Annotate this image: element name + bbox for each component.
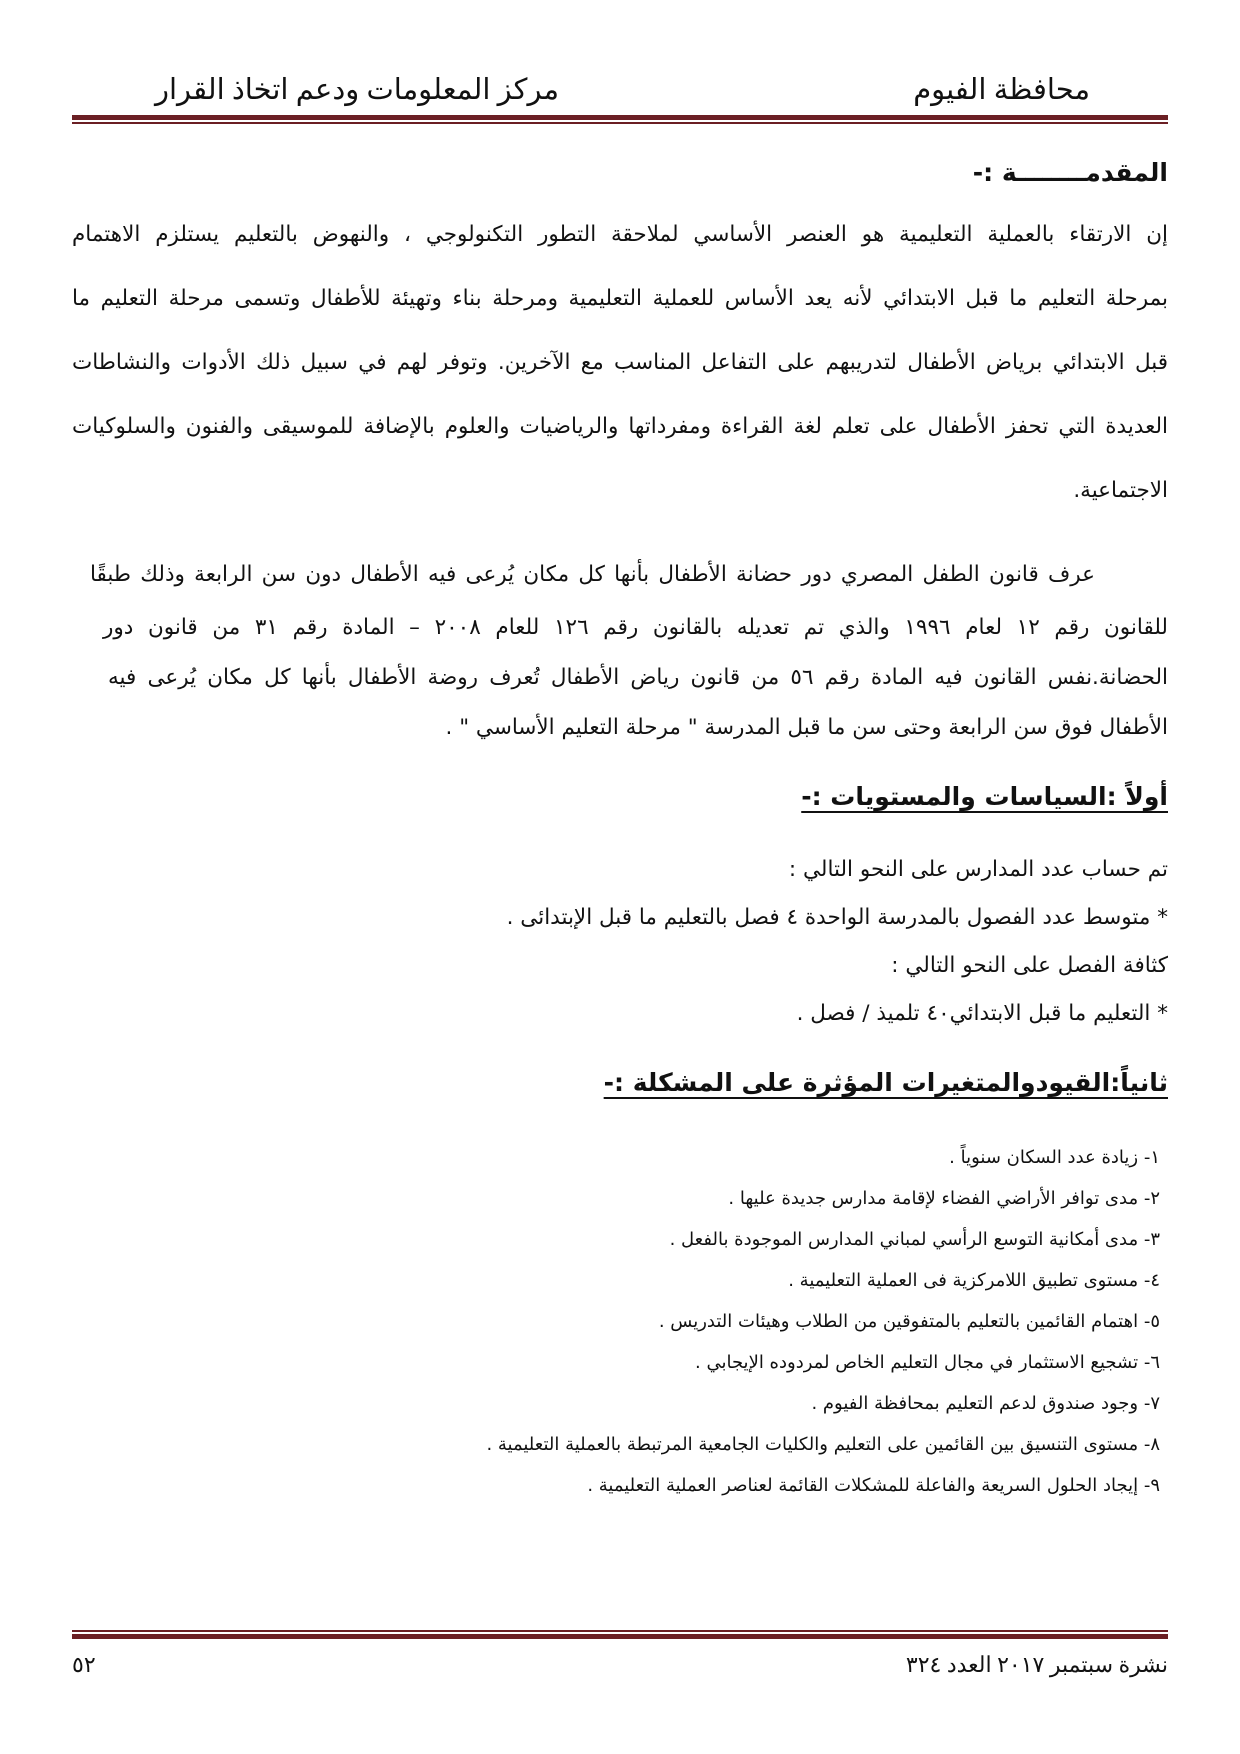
section1-title: أولاً :السياسات والمستويات :- [801, 782, 1168, 811]
section1-line: * التعليم ما قبل الابتدائي٤٠ تلميذ / فصل . [796, 1001, 1168, 1026]
intro-p2-line: للقانون رقم ١٢ لعام ١٩٩٦ والذي تم تعديله بالقانون رقم ١٢٦ للعام ٢٠٠٨ – المادة رقم ٣١ من قانون دور [103, 615, 1168, 640]
section1-line: * متوسط عدد الفصول بالمدرسة الواحدة ٤ فصل بالتعليم ما قبل الإبتدائى . [506, 905, 1168, 930]
constraint-item: ٦- تشجيع الاستثمار في مجال التعليم الخاص لمردوده الإيجابي . [695, 1352, 1160, 1373]
header-rule-thin [72, 122, 1168, 124]
intro-p2-line: الأطفال فوق سن الرابعة وحتى سن ما قبل المدرسة " مرحلة التعليم الأساسي " . [445, 715, 1168, 740]
section1-line: تم حساب عدد المدارس على النحو التالي : [788, 857, 1168, 882]
constraint-item: ٩- إيجاد الحلول السريعة والفاعلة للمشكلات القائمة لعناصر العملية التعليمية . [587, 1475, 1160, 1496]
constraint-item: ٥- اهتمام القائمين بالتعليم بالمتفوقين من الطلاب وهيئات التدريس . [658, 1311, 1160, 1332]
intro-p2-line: عرف قانون الطفل المصري دور حضانة الأطفال بأنها كل مكان يُرعى فيه الأطفال دون سن الرابعة وذلك طبقًا [90, 562, 1095, 587]
constraint-item: ١- زيادة عدد السكان سنوياً . [949, 1147, 1160, 1168]
section2-title: ثانياً:القيودوالمتغيرات المؤثرة على المشكلة :- [603, 1068, 1168, 1097]
header-center: مركز المعلومات ودعم اتخاذ القرار [155, 74, 559, 106]
section1-line: كثافة الفصل على النحو التالي : [891, 953, 1168, 978]
page-number: ٥٢ [72, 1652, 96, 1677]
intro-p1-line: إن الارتقاء بالعملية التعليمية هو العنصر الأساسي لملاحقة التطور التكنولوجي ، والنهوض بالتعليم يستلزم الاهتمام [72, 222, 1168, 247]
constraint-item: ٣- مدى أمكانية التوسع الرأسي لمباني المدارس الموجودة بالفعل . [669, 1229, 1160, 1250]
intro-p1-line: قبل الابتدائي برياض الأطفال لتدريبهم على التفاعل المناسب مع الآخرين. وتوفر لهم في سبيل ذلك الأدوات والنشاطات [72, 350, 1168, 375]
intro-p1-line: الاجتماعية. [1073, 478, 1168, 503]
intro-title: المقدمــــــــة :- [972, 158, 1168, 187]
intro-p2-line: الحضانة.نفس القانون فيه المادة رقم ٥٦ من قانون رياض الأطفال تُعرف روضة الأطفال بأنها كل مكان يُرعى فيه [108, 665, 1168, 690]
header-governorate: محافظة الفيوم [913, 74, 1090, 106]
intro-p1-line: بمرحلة التعليم ما قبل الابتدائي لأنه يعد الأساس للعملية التعليمية ومرحلة بناء وتهيئة للأطفال وتسمى مرحلة التعليم ما [72, 286, 1168, 311]
constraint-item: ٢- مدى توافر الأراضي الفضاء لإقامة مدارس جديدة عليها . [728, 1188, 1160, 1209]
constraint-item: ٨- مستوى التنسيق بين القائمين على التعليم والكليات الجامعية المرتبطة بالعملية التعليمية . [486, 1434, 1160, 1455]
footer-issue: نشرة سبتمبر ٢٠١٧ العدد ٣٢٤ [905, 1652, 1168, 1677]
intro-p1-line: العديدة التي تحفز الأطفال على تعلم لغة القراءة ومفرداتها والرياضيات والعلوم بالإضافة للموسيقى والفنون والسلوكيات [72, 414, 1168, 439]
header-rule-thick [72, 115, 1168, 120]
constraint-item: ٤- مستوى تطبيق اللامركزية فى العملية التعليمية . [788, 1270, 1160, 1291]
footer-rule-thick [72, 1634, 1168, 1639]
constraint-item: ٧- وجود صندوق لدعم التعليم بمحافظة الفيوم . [811, 1393, 1160, 1414]
footer-rule-thin [72, 1630, 1168, 1632]
